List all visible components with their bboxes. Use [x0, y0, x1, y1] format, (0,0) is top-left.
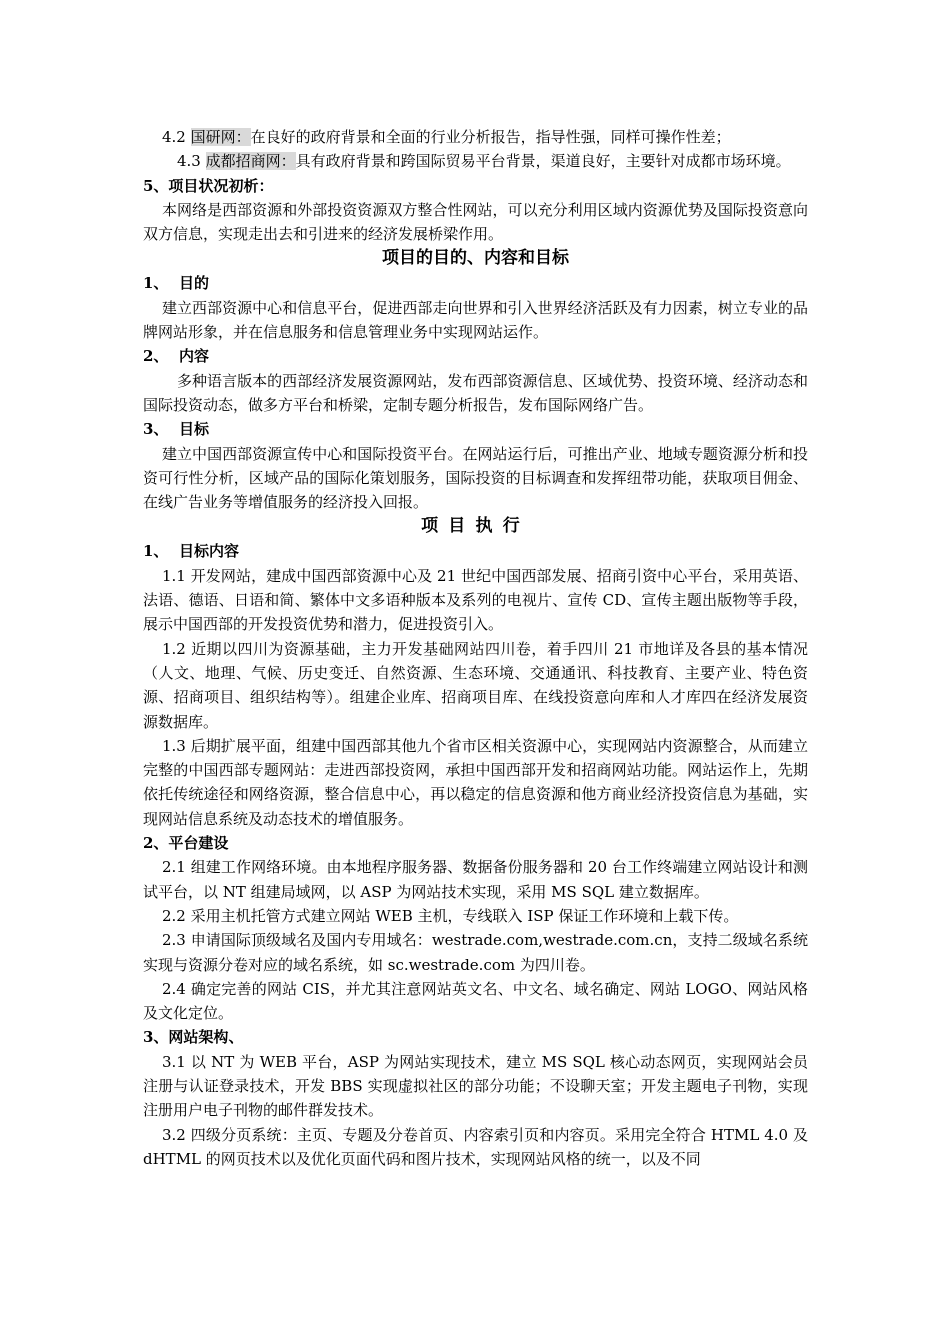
subheading-purpose [143, 271, 808, 295]
paragraph-2-2: 2.2 采用主机托管方式建立网站 WEB 主机，专线联入 ISP 保证工作环境和上载下传。 [162, 906, 739, 925]
subheading-number: 1、 [143, 274, 169, 293]
subheading-number: 2、 [143, 347, 169, 366]
document-body [143, 125, 808, 1171]
subheading-number: 1、 [143, 542, 169, 561]
section-5-paragraph: 本网络是西部资源和外部投资资源双方整合性网站，可以充分利用区域内资源优势及国际投资意向双方信息，实现走出去和引进来的经济发展桥梁作用。 [143, 200, 808, 244]
target-paragraph: 建立中国西部资源宣传中心和国际投资平台。在网站运行后，可推出产业、地域专题资源分析和投资可行性分析，区域产品的国际化策划服务，国际投资的目标调查和发挥纽带功能，获取项目佣金、在线广告业务等增值服务的经济投入回报。 [143, 444, 808, 512]
chapter-heading-goals: 项目的目的、内容和目标 [382, 248, 569, 269]
paragraph-1-1: 1.1 开发网站，建成中国西部资源中心及 21 世纪中国西部发展、招商引资中心平台，采用英语、法语、德语、日语和简、繁体中文多语种版本及系列的电视片、宣传 CD、宣传主题出版物等手段，展示中国西部的开发投资优势和潜力，促进投资引入。 [143, 566, 808, 634]
item-number: 4.3 [177, 152, 201, 171]
content-paragraph: 多种语言版本的西部经济发展资源网站，发布西部资源信息、区域优势、投资环境、经济动态和国际投资动态，做多方平台和桥梁，定制专题分析报告，发布国际网络广告。 [143, 371, 808, 414]
subheading-content [143, 344, 808, 368]
highlight-chengdu-zhaoshang: 成都招商网： [205, 152, 296, 171]
subheading-platform: 2、平台建设 [143, 834, 229, 853]
chapter-heading-execution: 项目执行 [421, 516, 530, 537]
subheading-label: 目的 [179, 274, 210, 293]
subheading-number: 3、 [143, 420, 169, 439]
subheading-architecture: 3、网站架构、 [143, 1028, 244, 1047]
subheading-target-content [143, 539, 808, 563]
paragraph-text: 具有政府背景和跨国际贸易平台背景，渠道良好，主要针对成都市场环境。 [295, 152, 791, 171]
paragraph-1-2: 1.2 近期以四川为资源基础，主力开发基础网站四川卷，着手四川 21 市地详及各县的基本情况（人文、地理、气候、历史变迁、自然资源、生态环境、交通通讯、科技教育、主要产业、特色资源、招商项目、组织结构等）。组建企业库、招商项目库、在线投资意向库和人才库四在经济发展资源数据库。 [143, 639, 808, 731]
subheading-label: 目标 [179, 420, 210, 439]
paragraph-text: 在良好的政府背景和全面的行业分析报告，指导性强，同样可操作性差； [250, 128, 731, 146]
subheading-label: 内容 [179, 347, 210, 366]
paragraph-2-3: 2.3 申请国际顶级域名及国内专用域名：westrade.com,westrade.com.cn，支持二级域名系统实现与资源分卷对应的域名系统，如 sc.westrade.com 为四川卷。 [143, 931, 808, 974]
purpose-paragraph: 建立西部资源中心和信息平台，促进西部走向世界和引入世界经济活跃及有力因素，树立专业的品牌网站形象，并在信息服务和信息管理业务中实现网站运作。 [143, 298, 808, 342]
paragraph-3-2: 3.2 四级分页系统：主页、专题及分卷首页、内容索引页和内容页。采用完全符合 HTML 4.0 及 dHTML 的网页技术以及优化页面代码和图片技术，实现网站风格的统一，以及不同 [143, 1125, 808, 1168]
highlight-guoyanwang: 国研网： [190, 128, 251, 146]
subheading-target [143, 417, 808, 441]
paragraph-4-2 [143, 125, 808, 149]
paragraph-2-4: 2.4 确定完善的网站 CIS，并尤其注意网站英文名、中文名、域名确定、网站 LOGO、网站风格及文化定位。 [143, 979, 808, 1023]
paragraph-1-3: 1.3 后期扩展平面，组建中国西部其他九个省市区相关资源中心，实现网站内资源整合，从而建立完整的中国西部专题网站：走进西部投资网，承担中国西部开发和招商网站功能。网站运作上，先期依托传统途径和网络资源，整合信息中心，再以稳定的信息资源和他方商业经济投资信息为基础，实现网站信息系统及动态技术的增值服务。 [143, 736, 808, 828]
paragraph-2-1: 2.1 组建工作网络环境。由本地程序服务器、数据备份服务器和 20 台工作终端建立网站设计和测试平台，以 NT 组建局域网，以 ASP 为网站技术实现，采用 MS SQL 建立数据库。 [143, 858, 808, 901]
item-number: 4.2 [162, 128, 186, 146]
paragraph-4-3 [143, 149, 808, 173]
section-5-heading: 5、项目状况初析： [143, 176, 274, 195]
paragraph-3-1: 3.1 以 NT 为 WEB 平台，ASP 为网站实现技术，建立 MS SQL 核心动态网页，实现网站会员注册与认证登录技术，开发 BBS 实现虚拟社区的部分功能；不设聊天室；开发主题电子刊物，实现注册用户电子刊物的邮件群发技术。 [143, 1052, 808, 1120]
subheading-label: 目标内容 [179, 542, 240, 561]
